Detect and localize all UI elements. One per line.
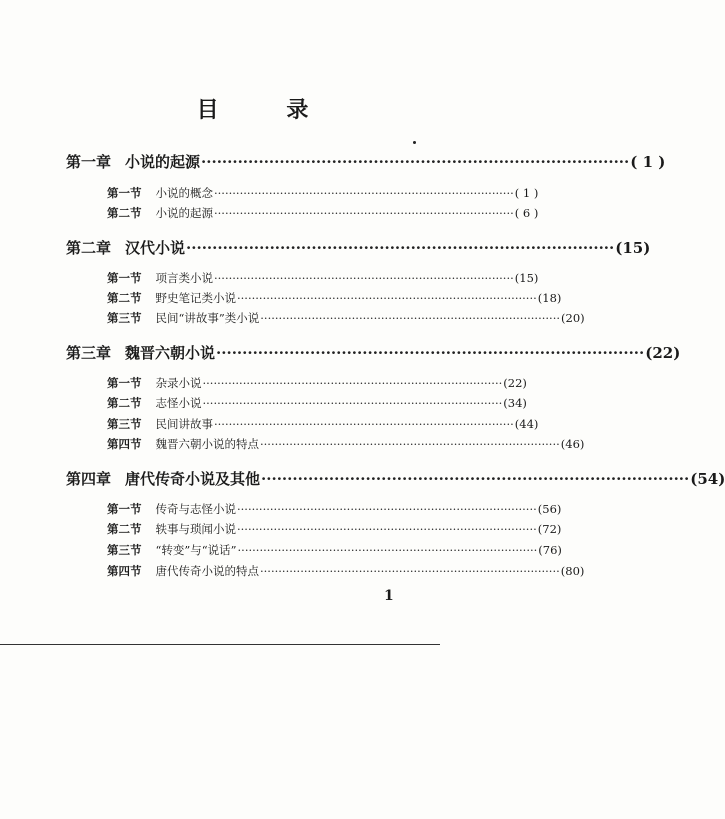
section-title: 野史笔记类小说	[155, 291, 236, 305]
toc-chapter-1[interactable]	[66, 151, 666, 172]
section-number: 第三节	[107, 311, 142, 325]
section-page: (56)	[537, 502, 562, 516]
section-title: 民间讲故事	[155, 417, 213, 431]
toc-section[interactable]	[107, 542, 562, 558]
section-number: 第二节	[107, 206, 142, 220]
dot-leader: ··················································································	[237, 522, 537, 536]
dot-leader: ··················································································	[202, 396, 503, 410]
section-title: 杂录小说	[155, 376, 202, 390]
toc-section[interactable]	[107, 310, 585, 326]
toc-section[interactable]	[107, 185, 539, 201]
chapter-number: 第二章	[66, 239, 112, 257]
dot-leader: ··················································································	[260, 564, 560, 578]
section-number: 第二节	[107, 291, 142, 305]
section-number: 第一节	[107, 502, 142, 516]
section-page: (46)	[560, 437, 585, 451]
toc-section[interactable]	[107, 270, 539, 286]
dot-leader: ··················································································	[186, 239, 615, 257]
chapter-page: (22)	[645, 344, 681, 362]
chapter-number: 第四章	[66, 470, 112, 488]
section-title: 传奇与志怪小说	[155, 502, 236, 516]
section-number: 第四节	[107, 437, 142, 451]
section-title: 民间“讲故事”类小说	[155, 311, 260, 325]
section-page: (22)	[503, 376, 527, 390]
section-page: (44)	[514, 417, 539, 431]
toc-section[interactable]	[107, 205, 539, 221]
chapter-title: 唐代传奇小说及其他	[125, 470, 261, 488]
dot-leader: ··················································································	[237, 543, 538, 557]
dot-leader: ··················································································	[260, 437, 560, 451]
dot-leader: ··················································································	[201, 153, 630, 171]
dot-leader: ··················································································	[260, 311, 561, 325]
section-page: (20)	[561, 311, 585, 325]
toc-chapter-4[interactable]	[66, 468, 725, 489]
section-page: ( 6 )	[514, 206, 539, 220]
section-page: ( 1 )	[514, 186, 539, 200]
section-page: (18)	[537, 291, 562, 305]
toc-section[interactable]	[107, 375, 527, 391]
dot-leader: ··················································································	[237, 502, 537, 516]
chapter-title: 小说的起源	[125, 153, 201, 171]
section-title: 轶事与琐闻小说	[155, 522, 236, 536]
section-number: 第二节	[107, 522, 142, 536]
page-number: 1	[384, 588, 394, 604]
section-title: 魏晋六朝小说的特点	[155, 437, 259, 451]
toc-section[interactable]	[107, 290, 562, 306]
page-title: 目 录	[196, 97, 339, 123]
section-title: 唐代传奇小说的特点	[155, 564, 259, 578]
section-page: (15)	[514, 271, 539, 285]
section-number: 第四节	[107, 564, 142, 578]
section-number: 第三节	[107, 543, 142, 557]
section-title: 项言类小说	[155, 271, 213, 285]
section-title: 小说的起源	[155, 206, 213, 220]
toc-section[interactable]	[107, 395, 527, 411]
horizontal-rule	[0, 644, 440, 645]
chapter-page: ( 1 )	[630, 153, 666, 171]
ink-speck	[413, 141, 416, 144]
dot-leader: ··················································································	[214, 417, 514, 431]
section-page: (34)	[503, 396, 527, 410]
dot-leader: ··················································································	[202, 376, 503, 390]
section-title: “转变”与“说话”	[155, 543, 237, 557]
toc-section[interactable]	[107, 563, 585, 579]
toc-section[interactable]	[107, 521, 562, 537]
section-number: 第一节	[107, 376, 142, 390]
toc-section[interactable]	[107, 436, 585, 452]
chapter-number: 第一章	[66, 153, 112, 171]
toc-chapter-3[interactable]	[66, 342, 681, 363]
dot-leader: ··················································································	[214, 271, 514, 285]
section-number: 第二节	[107, 396, 142, 410]
dot-leader: ··················································································	[261, 470, 690, 488]
section-title: 小说的概念	[155, 186, 213, 200]
section-number: 第一节	[107, 186, 142, 200]
section-page: (72)	[537, 522, 562, 536]
chapter-title: 魏晋六朝小说	[125, 344, 216, 362]
chapter-title: 汉代小说	[125, 239, 186, 257]
toc-section[interactable]	[107, 501, 562, 517]
dot-leader: ··················································································	[214, 186, 514, 200]
dot-leader: ··················································································	[214, 206, 514, 220]
section-page: (80)	[560, 564, 585, 578]
dot-leader: ··················································································	[216, 344, 645, 362]
chapter-number: 第三章	[66, 344, 112, 362]
section-number: 第一节	[107, 271, 142, 285]
dot-leader: ··················································································	[237, 291, 537, 305]
chapter-page: (15)	[615, 239, 651, 257]
chapter-page: (54)	[690, 470, 725, 488]
section-number: 第三节	[107, 417, 142, 431]
toc-section[interactable]	[107, 416, 539, 432]
toc-chapter-2[interactable]	[66, 237, 651, 258]
section-page: (76)	[538, 543, 562, 557]
section-title: 志怪小说	[155, 396, 202, 410]
